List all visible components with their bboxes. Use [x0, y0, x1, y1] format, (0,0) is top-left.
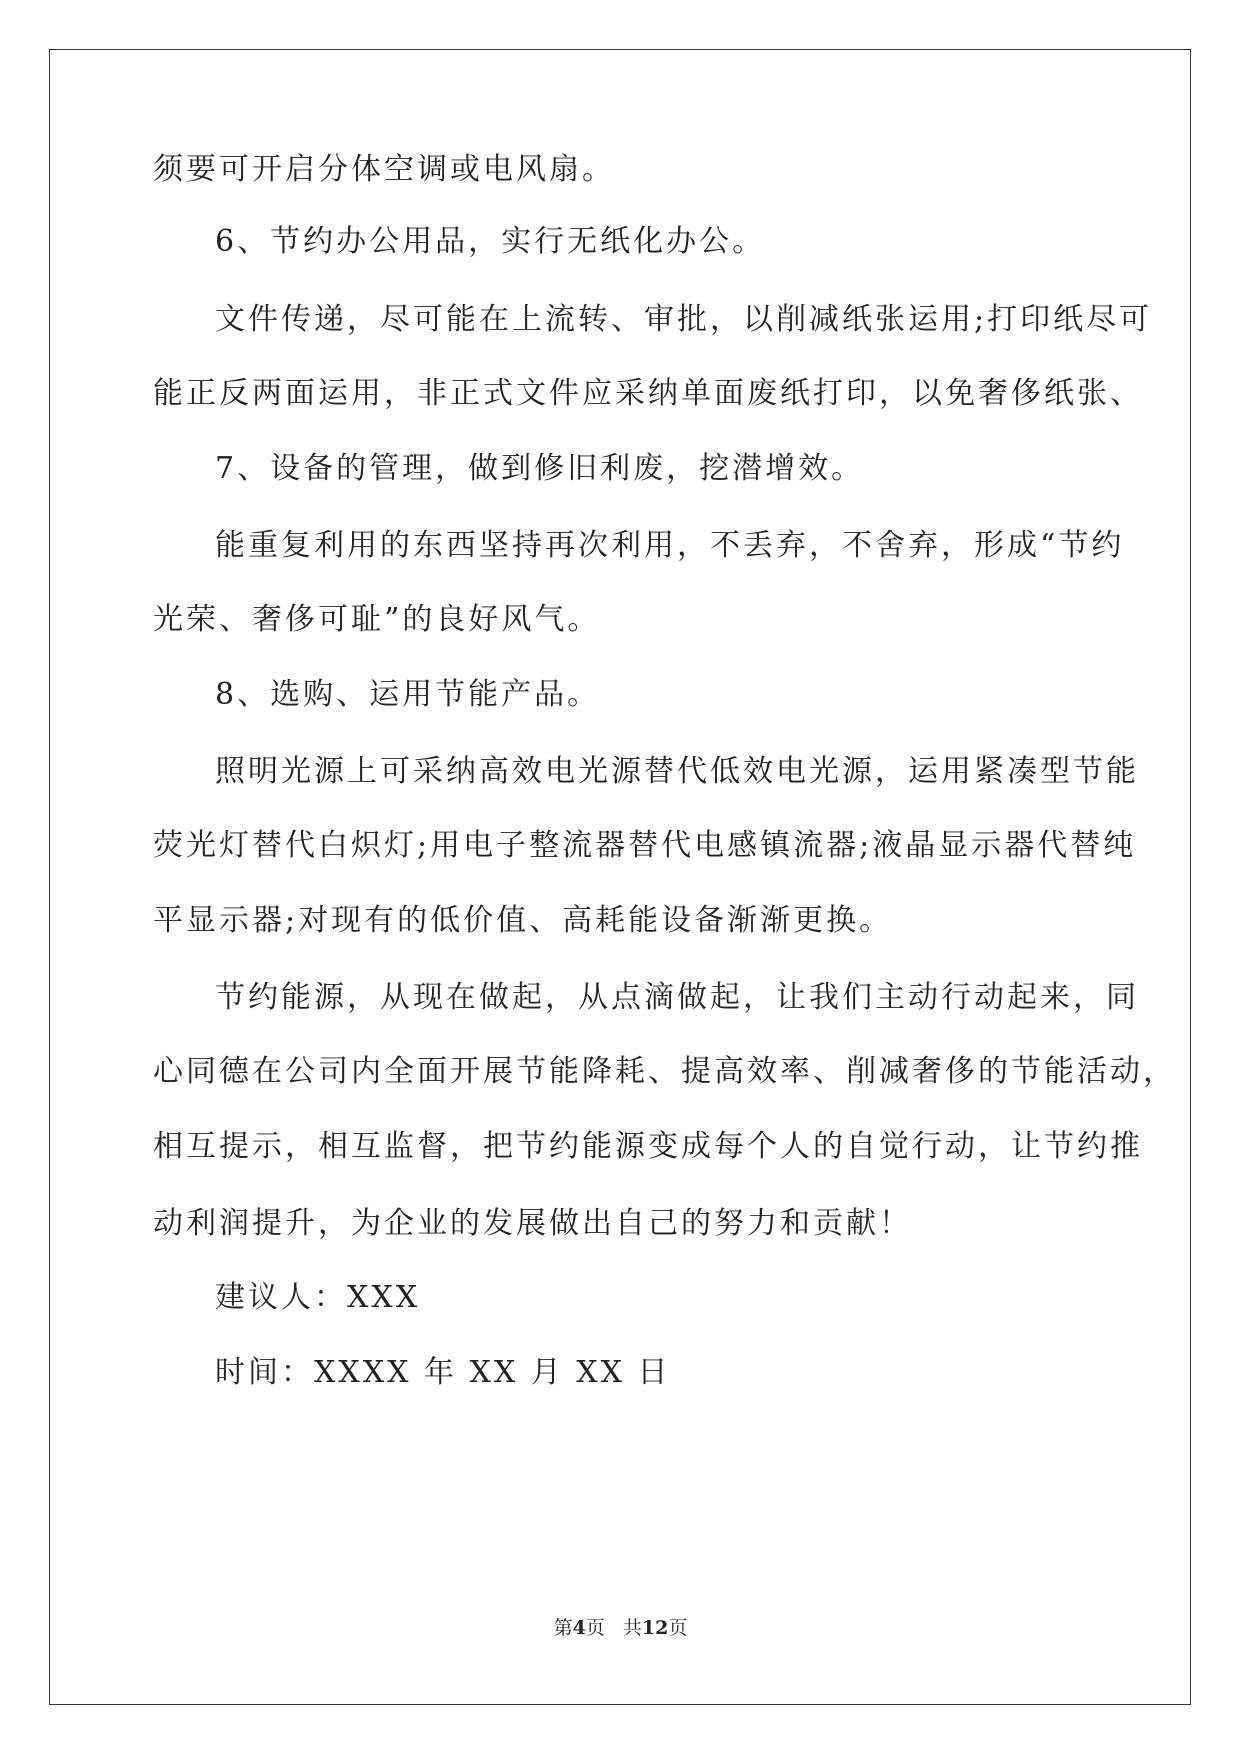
- text-line: 动利润提升，为企业的发展做出自己的努力和贡献！: [153, 1206, 912, 1241]
- text-line: 时间：XXXX 年 XX 月 XX 日: [215, 1355, 671, 1390]
- text-line: 须要可开启分体空调或电风扇。: [153, 152, 615, 187]
- text-line: 7、设备的管理，做到修旧利废，挖潜增效。: [215, 451, 865, 486]
- text-line: 建议人：XXX: [215, 1280, 421, 1315]
- text-line: 节约能源，从现在做起，从点滴做起，让我们主动行动起来，同: [215, 980, 1139, 1015]
- total-suffix: 页: [668, 1617, 688, 1639]
- text-line: 8、选购、运用节能产品。: [215, 677, 601, 712]
- text-line: 心同德在公司内全面开展节能降耗、提高效率、削减奢侈的节能活动，: [153, 1054, 1176, 1089]
- text-line: 能正反两面运用，非正式文件应采纳单面废纸打印，以免奢侈纸张、: [153, 376, 1143, 411]
- text-line: 光荣、奢侈可耻”的良好风气。: [153, 602, 601, 637]
- text-line: 6、节约办公用品，实行无纸化办公。: [215, 224, 766, 259]
- text-line: 能重复利用的东西坚持再次利用，不丢弃，不舍弃，形成“节约: [215, 528, 1125, 563]
- text-line: 相互提示，相互监督，把节约能源变成每个人的自觉行动，让节约推: [153, 1129, 1143, 1164]
- text-line: 照明光源上可采纳高效电光源替代低效电光源，运用紧凑型节能: [215, 754, 1139, 789]
- text-line: 荧光灯替代白炽灯;用电子整流器替代电感镇流器;液晶显示器代替纯: [153, 828, 1137, 863]
- page-footer: [0, 1616, 1241, 1640]
- text-line: 文件传递，尽可能在上流转、审批，以削减纸张运用;打印纸尽可: [215, 302, 1153, 337]
- page-border: [49, 49, 1191, 1705]
- page-number: 4: [572, 1617, 586, 1639]
- page-suffix: 页: [585, 1617, 605, 1639]
- total-pages: 12: [641, 1617, 669, 1639]
- text-line: 平显示器;对现有的低价值、高耗能设备渐渐更换。: [153, 903, 893, 938]
- total-prefix: 共: [622, 1617, 642, 1639]
- page-prefix: 第: [553, 1617, 573, 1639]
